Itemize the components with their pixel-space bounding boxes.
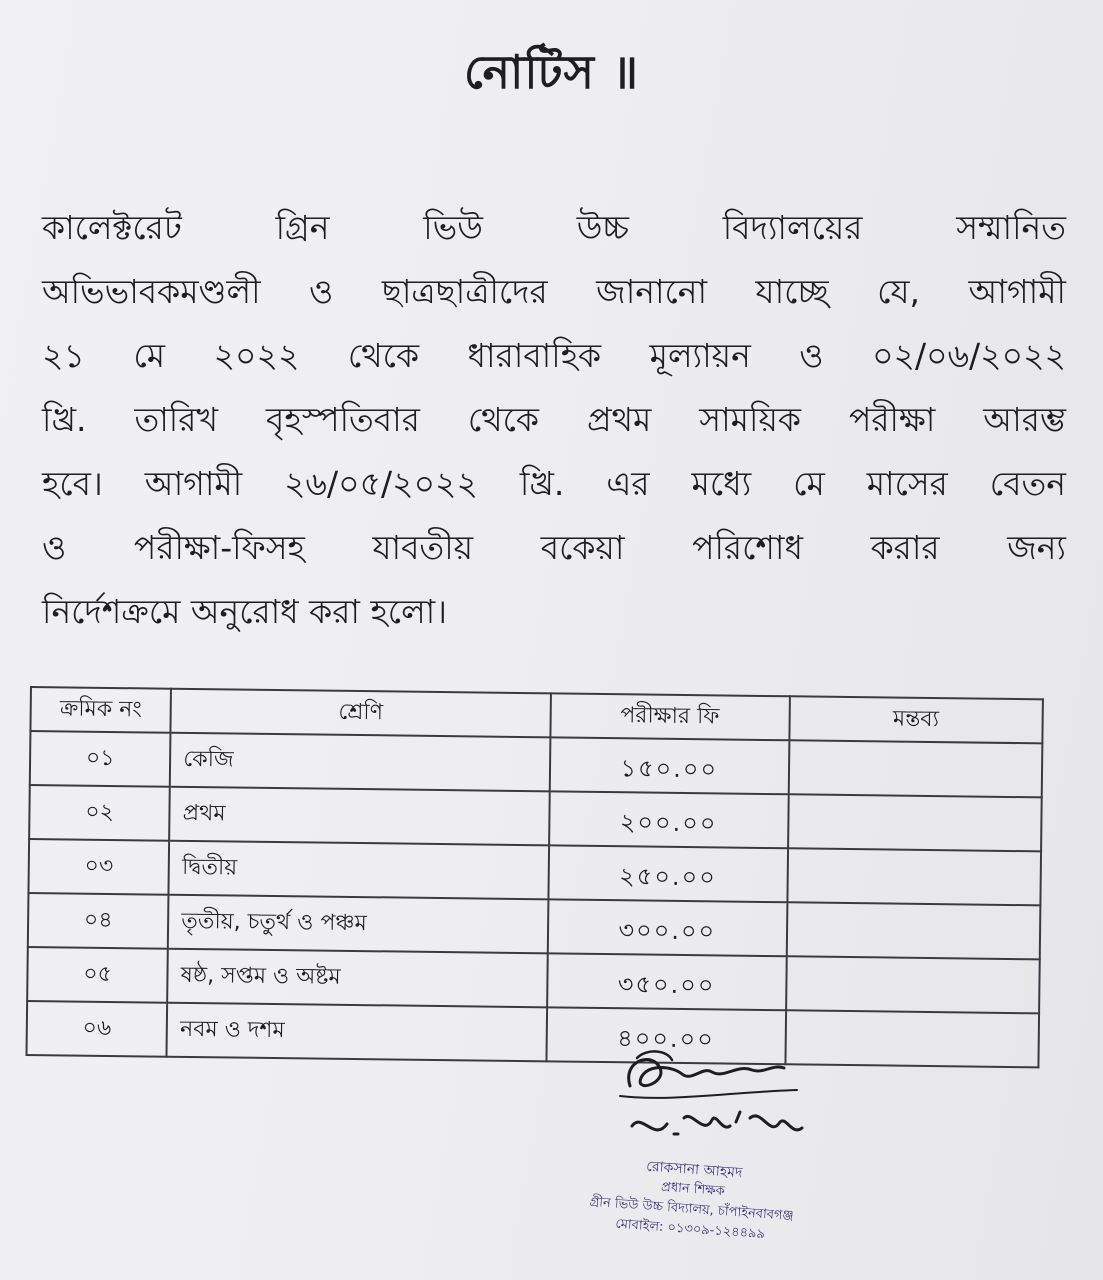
row-remark	[788, 740, 1042, 797]
stamp-role: প্রধান শিক্ষক	[660, 1179, 726, 1200]
row-remark	[788, 794, 1042, 851]
row-class: কেজি	[170, 733, 550, 792]
notice-line-2: অভিভাবকমণ্ডলী ও ছাত্রছাত্রীদের জানানো যাচ্ছে যে, আগামী	[42, 272, 1066, 311]
stamp-name: রোকসানা আহমদ	[645, 1158, 743, 1182]
row-fee: ২৫০.০০	[548, 845, 788, 902]
notice-line-3: ২১ মে ২০২২ থেকে ধারাবাহিক মূল্যায়ন ও ০২/০৬/২০২২	[42, 336, 1066, 375]
notice-line-5: হবে। আগামী ২৬/০৫/২০২২ খ্রি. এর মধ্যে মে মাসের বেতন	[42, 464, 1066, 503]
table-row	[26, 1001, 1039, 1067]
header-class: শ্রেণি	[171, 689, 551, 738]
row-fee: ৪০০.০০	[546, 1007, 786, 1064]
notice-line-4: খ্রি. তারিখ বৃহস্পতিবার থেকে প্রথম সাময়িক পরীক্ষা আরম্ভ	[42, 400, 1066, 439]
header-serial: ক্রমিক নং	[30, 687, 171, 733]
row-serial: ০৬	[26, 1001, 167, 1057]
row-remark	[786, 956, 1040, 1013]
row-fee: ৩৫০.০০	[547, 953, 787, 1010]
notice-line-6: ও পরীক্ষা-ফিসহ যাবতীয় বকেয়া পরিশোধ করার জন্য	[42, 528, 1066, 567]
notice-body	[42, 196, 1066, 644]
row-class: ষষ্ঠ, সপ্তম ও অষ্টম	[167, 949, 547, 1008]
row-serial: ০৪	[28, 893, 169, 949]
row-class: প্রথম	[169, 787, 549, 846]
row-serial: ০১	[30, 731, 171, 787]
row-serial: ০৩	[28, 839, 169, 895]
row-remark	[785, 1010, 1039, 1067]
row-remark	[787, 848, 1041, 905]
row-class: নবম ও দশম	[167, 1003, 547, 1062]
notice-line-1: কালেক্টরেট গ্রিন ভিউ উচ্চ বিদ্যালয়ের সম্মানিত	[42, 208, 1066, 247]
notice-line-7: নির্দেশক্রমে অনুরোধ করা হলো।	[42, 592, 448, 631]
stamp-school: গ্রীন ভিউ উচ্চ বিদ্যালয়, চাঁপাইনবাবগঞ্জ	[589, 1194, 795, 1224]
row-fee: ২০০.০০	[549, 791, 789, 848]
notice-title: নোটিস ॥	[463, 45, 640, 99]
header-exam-fee: পরীক্ষার ফি	[550, 693, 789, 740]
row-class: দ্বিতীয়	[169, 841, 549, 900]
row-serial: ০৫	[27, 947, 168, 1003]
headmistress-stamp	[555, 1151, 830, 1250]
row-fee: ৩০০.০০	[548, 899, 788, 956]
row-fee: ১৫০.০০	[550, 737, 790, 794]
row-serial: ০২	[29, 785, 170, 841]
row-remark	[786, 902, 1040, 959]
header-remark: মন্তব্য	[789, 696, 1043, 743]
headmistress-signature	[612, 1046, 812, 1156]
stamp-phone: মোবাইল: ০১৩০৯-১২৪৪৯৯	[614, 1216, 766, 1243]
row-class: তৃতীয়, চতুর্থ ও পঞ্চম	[168, 895, 548, 954]
exam-fee-table	[25, 686, 1043, 1068]
